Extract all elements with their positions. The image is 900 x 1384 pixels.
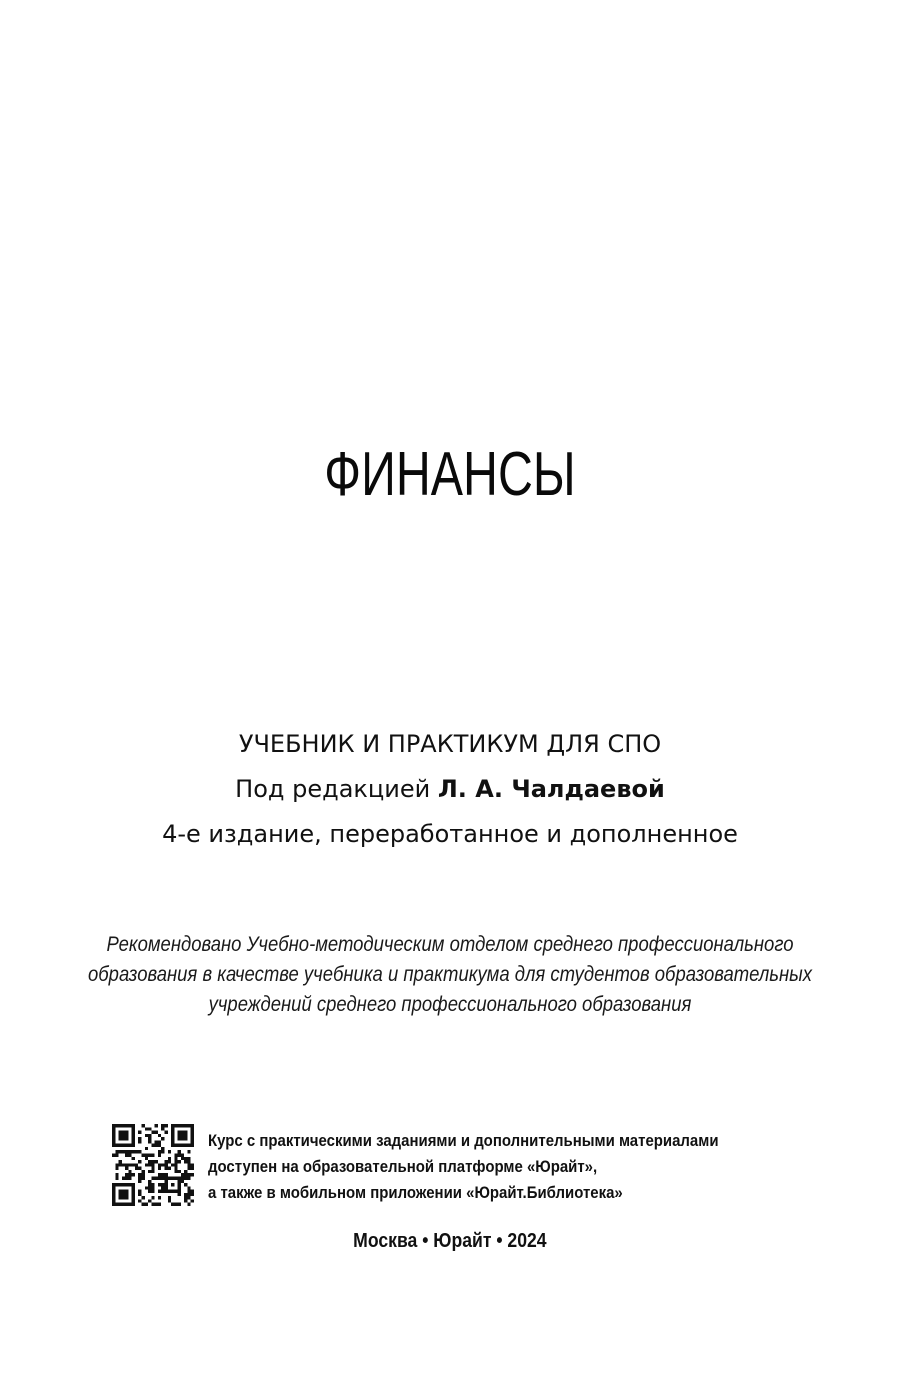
recommendation-line-3: учреждений среднего профессионального образования bbox=[208, 993, 692, 1016]
book-title: ФИНАНСЫ bbox=[324, 440, 576, 509]
imprint-separator: • bbox=[496, 1230, 503, 1252]
imprint-city: Москва bbox=[353, 1230, 418, 1252]
edition-line: 4-е издание, переработанное и дополненное bbox=[162, 820, 738, 848]
course-info-line-3: а также в мобильном приложении «Юрайт.Библиотека» bbox=[208, 1183, 623, 1202]
editor-name: Л. А. Чалдаевой bbox=[437, 775, 665, 803]
course-info-line-1: Курс с практическими заданиями и дополнительными материалами bbox=[208, 1131, 719, 1150]
imprint bbox=[0, 1226, 900, 1256]
qr-code-icon[interactable] bbox=[112, 1124, 194, 1206]
imprint-separator: • bbox=[422, 1230, 429, 1252]
imprint-line bbox=[353, 1226, 546, 1256]
imprint-year: 2024 bbox=[507, 1230, 547, 1252]
editor-prefix: Под редакцией bbox=[235, 775, 431, 803]
imprint-publisher: Юрайт bbox=[433, 1230, 492, 1252]
editor-line bbox=[0, 767, 900, 812]
recommendation-line-2: образования в качестве учебника и практикума для студентов образовательных bbox=[87, 963, 812, 986]
recommendation-line-1: Рекомендовано Учебно-методическим отделом среднего профессионального bbox=[106, 933, 794, 956]
recommendation-block bbox=[0, 930, 900, 1020]
course-info-line-2: доступен на образовательной платформе «Юрайт», bbox=[208, 1157, 598, 1176]
subtitle-block bbox=[0, 722, 900, 857]
book-type: УЧЕБНИК И ПРАКТИКУМ ДЛЯ СПО bbox=[238, 730, 662, 758]
course-info bbox=[208, 1128, 828, 1206]
